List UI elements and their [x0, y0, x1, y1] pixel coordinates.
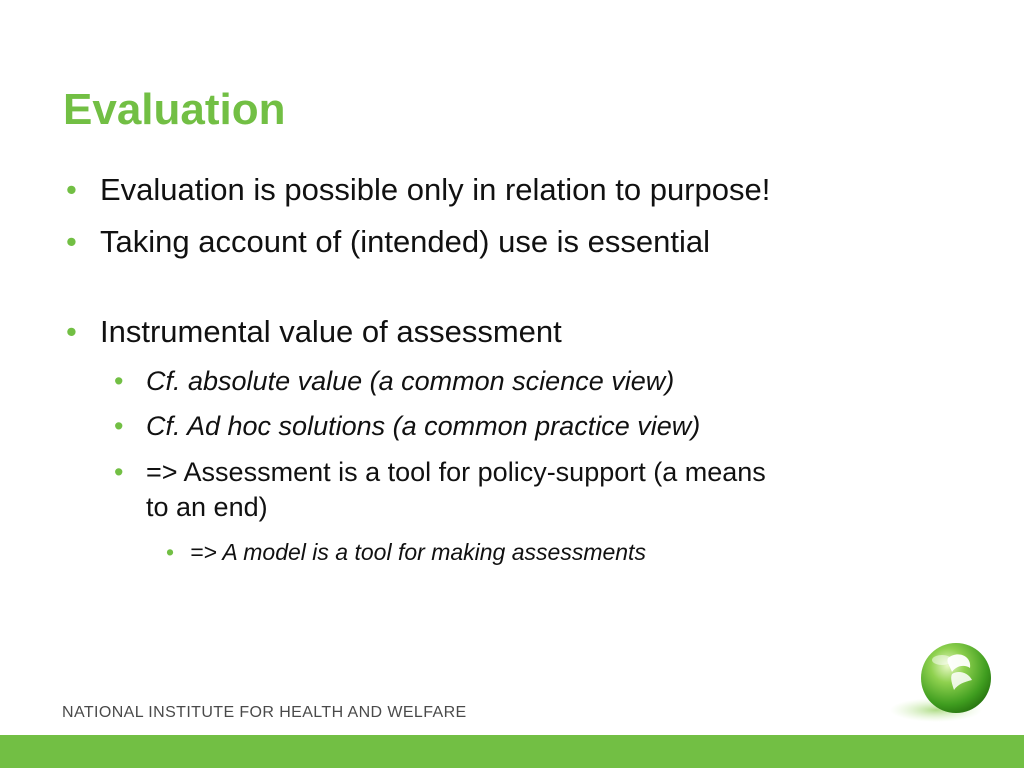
slide-title: Evaluation [63, 85, 286, 134]
footer-organization-name: NATIONAL INSTITUTE FOR HEALTH AND WELFARE [62, 704, 467, 721]
bullet-marker: • [66, 224, 77, 259]
bullet-item: Cf. absolute value (a common science view) [146, 366, 675, 396]
footer-bar [0, 735, 1024, 768]
green-globe-leaf-icon [886, 640, 998, 730]
bullet-marker: • [66, 314, 77, 349]
bullet-item: Taking account of (intended) use is essential [100, 224, 711, 259]
bullet-marker: • [114, 457, 124, 487]
bullet-item: Evaluation is possible only in relation to purpose! [100, 172, 771, 207]
bullet-item: Cf. Ad hoc solutions (a common practice view) [146, 411, 701, 441]
bullet-marker: • [166, 539, 175, 565]
bullet-item-line: to an end) [146, 492, 268, 522]
bullet-item: Instrumental value of assessment [100, 314, 562, 349]
bullet-marker: • [114, 366, 124, 396]
bullet-marker: • [66, 172, 77, 207]
bullet-item: => A model is a tool for making assessments [190, 539, 646, 565]
bullet-marker: • [114, 411, 124, 441]
bullet-item-line: => Assessment is a tool for policy-support (a means [146, 457, 766, 487]
